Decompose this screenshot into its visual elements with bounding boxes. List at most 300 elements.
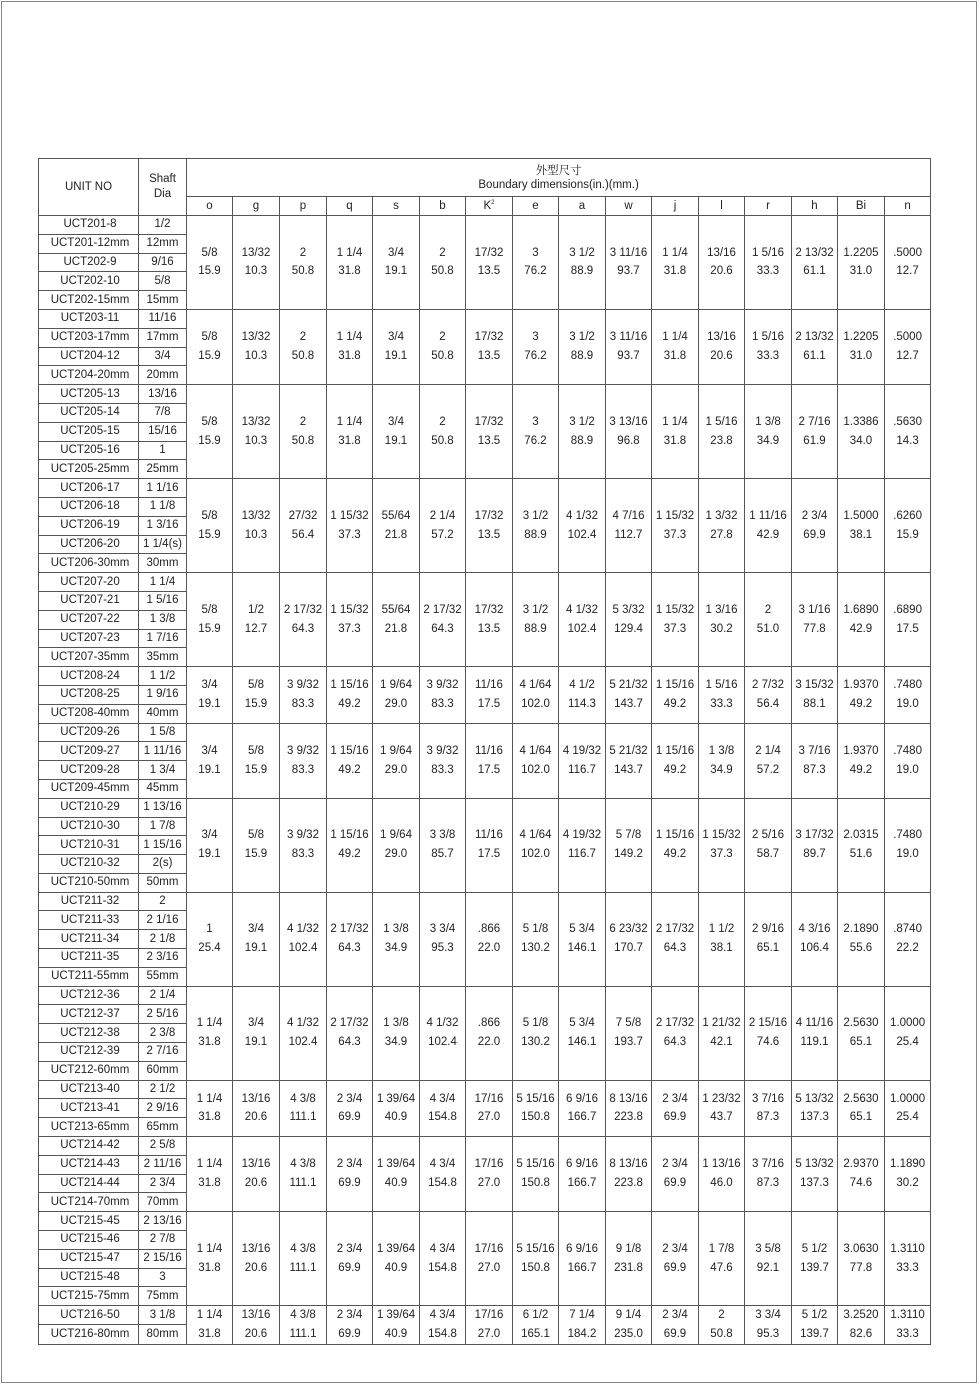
dimension-cell-g [233,385,280,479]
dimension-mm: 31.8 [663,350,687,363]
dimension-inch: 1 3/8 [383,1017,409,1030]
dimension-cell-k [466,798,513,892]
dimension-inch: 1 5/16 [705,415,738,428]
dimension-inch: 1 3/8 [383,923,409,936]
dimension-inch: 13/16 [707,331,736,344]
dimension-mm: 102.0 [521,697,550,710]
dimension-cell-q [327,1306,373,1344]
table-row [39,573,931,592]
dimension-inch: 1 15/16 [655,679,695,692]
table-row [39,385,931,404]
dimension-cell-s [373,798,420,892]
dimension-cell-e [513,892,559,986]
dimension-inch: 4 3/4 [429,1309,456,1322]
unit-no-cell: UCT214-42 [39,1137,139,1156]
dimension-inch: 1 39/64 [376,1243,416,1256]
dimension-mm: 21.8 [384,528,408,541]
dimension-cell-g [233,309,280,384]
dimension-mm: 31.8 [663,265,687,278]
dimension-cell-l [699,723,745,798]
dimension-mm: 27.8 [710,528,733,541]
dimension-inch: 1 3/16 [705,603,738,616]
dimension-inch: 17/16 [474,1243,504,1256]
dimension-inch: 4 19/32 [562,829,602,842]
shaft-dia-cell: 55mm [139,967,187,986]
dimension-cell-k [466,667,513,723]
dimension-cell-q [327,1137,373,1212]
dimension-cell-a [559,573,606,667]
dimension-cell-q [327,723,373,798]
dimension-inch: .5000 [893,246,922,259]
unit-no-cell: UCT213-65mm [39,1118,139,1137]
unit-no-cell: UCT211-55mm [39,967,139,986]
dimension-mm: 13.5 [477,265,501,278]
dimension-cell-e [513,986,559,1080]
dimension-inch: 1 11/16 [749,509,787,522]
shaft-dia-header [139,159,187,216]
column-header-j [652,197,699,216]
dimension-inch: 4 1/2 [569,679,595,692]
dimension-mm: 30.2 [710,622,733,635]
dimension-mm: 37.3 [338,622,361,635]
dimension-inch: 1 15/32 [330,509,369,522]
dimension-inch: 1 9/64 [380,679,412,692]
dimension-cell-bi [838,667,885,723]
dimension-inch: 2.1890 [843,923,879,936]
dimension-cell-a [559,309,606,384]
dimension-cell-o [187,1080,233,1136]
shaft-dia-cell: 1 3/16 [139,516,187,535]
unit-no-cell: UCT205-25mm [39,460,139,479]
dimension-cell-r [745,1080,792,1136]
shaft-header-line2: Dia [153,188,172,200]
shaft-dia-cell: 3 1/8 [139,1306,187,1325]
dimension-mm: 139.7 [800,1327,829,1340]
dimension-cell-k [466,573,513,667]
dimension-cell-bi [838,986,885,1080]
dimension-cell-b [420,385,466,479]
dimension-inch: 4 1/32 [566,509,598,522]
dimension-inch: 2 9/16 [752,923,784,936]
dimension-mm: 111.1 [289,1111,317,1124]
shaft-dia-cell: 70mm [139,1193,187,1212]
unit-no-cell: UCT214-44 [39,1174,139,1193]
dimension-cell-n [885,798,931,892]
dimension-cell-g [233,1080,280,1136]
dimension-inch: 17/32 [474,509,504,522]
dimension-mm: 154.8 [428,1261,457,1274]
column-header-p [280,197,327,216]
dimension-inch: 2 5/16 [752,829,784,842]
dimension-cell-w [606,892,652,986]
dimension-mm: 146.1 [567,1036,597,1049]
dimension-cell-n [885,1137,931,1212]
dimension-cell-r [745,573,792,667]
shaft-dia-cell: 40mm [139,704,187,723]
shaft-dia-cell: 2 3/8 [139,1024,187,1043]
dimension-inch: 2.9370 [843,1158,879,1171]
column-header-r [745,197,792,216]
dimension-cell-k [466,1306,513,1344]
dimension-cell-l [699,986,745,1080]
dimension-cell-g [233,667,280,723]
dimension-inch: 2 3/4 [801,509,828,522]
dimension-cell-s [373,1080,420,1136]
dimension-cell-p [280,479,327,573]
dimension-mm: 10.3 [244,434,268,447]
dimension-mm: 146.1 [567,942,597,955]
dimension-mm: 31.8 [198,1111,221,1124]
column-header-superscript: 2 [491,200,495,206]
dimension-mm: 50.8 [291,434,315,447]
dimension-inch: 5 1/2 [801,1309,828,1322]
dimension-mm: 19.1 [198,848,221,861]
table-row [39,309,931,328]
dimension-mm: 61.9 [803,434,826,447]
dimension-cell-j [652,1212,699,1306]
dimension-inch: 1 1/4 [196,1017,223,1030]
dimension-inch: 4 1/32 [287,1017,319,1030]
unit-no-cell: UCT208-25 [39,685,139,704]
dimension-inch: 17/32 [474,603,504,616]
dimension-cell-k [466,723,513,798]
dimension-inch: 1 1/4 [336,246,363,259]
unit-no-cell: UCT211-32 [39,892,139,911]
header-title-en: Boundary dimensions(in.)(mm.) [478,178,639,191]
dimension-inch: 1 15/32 [655,603,695,616]
dimension-cell-k [466,309,513,384]
table-row [39,986,931,1005]
dimension-mm: 31.0 [849,265,873,278]
dimension-cell-r [745,798,792,892]
dimension-inch: 1 15/16 [655,829,695,842]
dimension-inch: 9 1/4 [615,1309,642,1322]
dimension-inch: 13/32 [241,246,271,259]
dimension-cell-h [792,892,838,986]
dimension-mm: 130.2 [521,942,550,955]
dimension-mm: 49.2 [663,848,687,861]
unit-no-cell: UCT215-47 [39,1249,139,1268]
dimension-inch: 1.3110 [890,1309,925,1322]
dimension-mm: 88.9 [524,528,547,541]
dimension-inch: 1.9370 [843,679,879,692]
dimension-mm: 19.1 [244,1036,268,1049]
dimension-inch: 4 3/4 [429,1092,456,1105]
shaft-dia-cell: 2 11/16 [139,1155,187,1174]
dimension-inch: 1.2205 [843,331,879,344]
dimension-cell-l [699,479,745,573]
shaft-dia-cell: 2 3/4 [139,1174,187,1193]
dimension-cell-p [280,573,327,667]
dimension-cell-r [745,1137,792,1212]
dimension-inch: 1 1/4 [662,246,688,259]
dimension-mm: 64.3 [291,622,315,635]
dimension-inch: 3/4 [201,829,218,842]
dimension-cell-k [466,479,513,573]
dimension-inch: 17/32 [474,415,504,428]
dimension-cell-o [187,723,233,798]
shaft-dia-cell: 1 1/4 [139,573,187,592]
dimension-inch: 13/16 [241,1243,271,1256]
dimension-inch: 1.5000 [843,509,879,522]
dimension-mm: 34.0 [849,434,873,447]
dimension-inch: .6260 [893,509,922,522]
dimension-mm: 47.6 [710,1261,733,1274]
dimension-inch: 3 3/4 [429,923,456,936]
dimension-mm: 112.7 [614,528,643,541]
dimension-cell-k [466,1212,513,1306]
dimension-inch: 1 5/16 [705,679,738,692]
dimension-mm: 10.3 [244,528,268,541]
shaft-dia-cell: 1 7/16 [139,629,187,648]
dimension-inch: 3 7/16 [752,1092,784,1105]
dimension-mm: 29.0 [384,697,408,710]
dimension-inch: 27/32 [288,509,318,522]
dimension-cell-k [466,216,513,310]
dimension-inch: 4 1/32 [566,603,598,616]
dimension-cell-b [420,216,466,310]
dimension-inch: 13/32 [241,509,271,522]
dimension-mm: 49.2 [338,697,361,710]
dimension-mm: 166.7 [567,1111,597,1124]
dimension-cell-e [513,216,559,310]
unit-no-cell: UCT210-30 [39,817,139,836]
dimension-inch: 3 9/32 [426,744,459,757]
column-header-label: b [439,200,446,212]
unit-no-header: UNIT NO [39,159,139,216]
dimension-cell-p [280,1137,327,1212]
unit-no-cell: UCT207-21 [39,591,139,610]
dimension-mm: 37.3 [338,528,361,541]
dimension-inch: 3/4 [201,679,218,692]
dimension-cell-k [466,986,513,1080]
dimension-inch: 2 [299,246,307,259]
dimension-cell-q [327,986,373,1080]
dimension-mm: 170.7 [614,942,643,955]
dimension-cell-q [327,667,373,723]
dimension-inch: 6 9/16 [566,1243,598,1256]
dimension-mm: 20.6 [244,1111,268,1124]
dimension-cell-l [699,1080,745,1136]
column-header-label: j [673,200,677,212]
dimension-inch: 1 1/2 [708,923,735,936]
dimension-mm: 13.5 [477,622,501,635]
column-header-h [792,197,838,216]
dimension-mm: 64.3 [431,622,454,635]
dimension-cell-o [187,309,233,384]
dimension-mm: 111.1 [289,1327,317,1340]
dimension-inch: 1.1890 [889,1158,926,1171]
dimension-cell-b [420,1080,466,1136]
dimension-cell-q [327,479,373,573]
table-row [39,1137,931,1156]
dimension-cell-h [792,573,838,667]
dimension-cell-j [652,1137,699,1212]
dimension-inch: 2 [439,331,446,344]
dimension-cell-w [606,667,652,723]
dimension-cell-j [652,723,699,798]
column-header-k [466,197,513,216]
dimension-cell-g [233,723,280,798]
dimension-inch: 1 7/8 [708,1243,735,1256]
dimension-cell-j [652,385,699,479]
dimension-inch: 5 3/32 [612,603,645,616]
dimension-cell-l [699,309,745,384]
dimension-inch: 17/32 [474,246,504,259]
dimension-inch: 2 17/32 [655,1017,695,1030]
shaft-dia-cell: 1 [139,441,187,460]
dimension-cell-bi [838,798,885,892]
dimension-cell-q [327,573,373,667]
dimension-mm: 102.4 [288,1036,318,1049]
dimension-mm: 88.9 [570,265,594,278]
unit-no-cell: UCT209-27 [39,742,139,761]
dimension-cell-k [466,1137,513,1212]
dimension-mm: 15.9 [244,697,268,710]
dimension-mm: 116.7 [568,848,596,861]
unit-no-cell: UCT209-28 [39,761,139,780]
dimension-cell-j [652,1306,699,1344]
dimension-mm: 184.2 [567,1327,597,1340]
dimension-inch: 3 11/16 [609,331,648,344]
dimension-inch: 1 39/64 [376,1158,416,1171]
dimension-cell-s [373,479,420,573]
dimension-inch: 6 23/32 [609,923,648,936]
dimension-inch: 1 9/64 [380,829,412,842]
unit-no-cell: UCT214-70mm [39,1193,139,1212]
dimension-inch: 1.3386 [843,415,879,428]
dimension-inch: 5 21/32 [609,744,648,757]
dimension-inch: 4 11/16 [795,1017,834,1030]
dimension-inch: 5/8 [201,331,218,344]
dimension-cell-j [652,892,699,986]
dimension-mm: 22.2 [896,942,919,955]
dimension-mm: 69.9 [338,1177,361,1190]
dimension-cell-a [559,1212,606,1306]
unit-no-cell: UCT206-18 [39,497,139,516]
dimension-inch: 3 [532,331,539,344]
dimension-inch: 2 [299,331,307,344]
dimension-cell-j [652,573,699,667]
dimension-inch: 5 3/4 [569,1017,595,1030]
unit-no-cell: UCT211-34 [39,930,139,949]
dimension-cell-a [559,216,606,310]
dimension-mm: 61.1 [803,350,826,363]
dimension-cell-e [513,573,559,667]
unit-no-cell: UCT203-17mm [39,328,139,347]
dimension-inch: 2 1/4 [755,744,781,757]
dimension-cell-k [466,892,513,986]
unit-no-cell: UCT213-41 [39,1099,139,1118]
dimension-cell-a [559,1306,606,1344]
dimension-inch: 2 [439,246,446,259]
shaft-dia-cell: 13/16 [139,385,187,404]
dimension-inch: 6 9/16 [566,1092,598,1105]
dimension-mm: 42.9 [849,622,873,635]
unit-no-cell: UCT209-45mm [39,779,139,798]
dimension-inch: 3/4 [248,923,264,936]
dimension-mm: 31.8 [198,1177,221,1190]
column-header-label: s [393,200,399,212]
unit-no-cell: UCT205-15 [39,422,139,441]
shaft-dia-cell: 50mm [139,873,187,892]
dimension-inch: 11/16 [475,829,503,842]
dimension-mm: 42.1 [710,1036,733,1049]
dimension-inch: 1 39/64 [376,1092,416,1105]
dimension-cell-l [699,892,745,986]
dimension-cell-j [652,479,699,573]
shaft-dia-cell: 60mm [139,1061,187,1080]
dimension-cell-r [745,1306,792,1344]
dimension-mm: 137.3 [800,1111,829,1124]
dimension-cell-p [280,1306,327,1344]
dimension-cell-b [420,309,466,384]
dimension-mm: 102.4 [288,942,318,955]
dimension-mm: 19.1 [198,697,221,710]
dimension-mm: 139.7 [800,1261,829,1274]
dimension-mm: 19.1 [384,265,408,278]
dimension-mm: 30.2 [896,1177,919,1190]
dimension-mm: 34.9 [384,1036,408,1049]
dimension-mm: 102.0 [521,763,550,776]
boundary-dimensions-header [187,159,931,197]
dimension-mm: 19.1 [198,763,221,776]
shaft-dia-cell: 9/16 [139,253,187,272]
dimension-mm: 43.7 [710,1111,733,1124]
dimension-cell-e [513,1306,559,1344]
dimension-mm: 223.8 [614,1111,643,1124]
dimension-mm: 21.8 [384,622,408,635]
shaft-dia-cell: 25mm [139,460,187,479]
dimension-inch: 1 1/4 [336,331,363,344]
table-row [39,667,931,686]
dimension-inch: 3 15/32 [795,679,834,692]
dimension-cell-w [606,1212,652,1306]
unit-no-cell: UCT215-75mm [39,1287,139,1306]
dimension-cell-bi [838,1212,885,1306]
dimension-inch: .5000 [893,331,922,344]
dimension-cell-p [280,667,327,723]
dimension-mm: 87.3 [803,763,826,776]
dimension-mm: 102.0 [521,848,550,861]
dimension-mm: 49.2 [849,697,873,710]
unit-no-cell: UCT206-20 [39,535,139,554]
dimension-cell-g [233,892,280,986]
dimension-cell-bi [838,1080,885,1136]
dimension-inch: 2 3/4 [662,1309,688,1322]
dimension-cell-o [187,385,233,479]
dimension-cell-o [187,479,233,573]
dimension-inch: 1 15/32 [702,829,741,842]
unit-no-cell: UCT201-8 [39,216,139,235]
dimension-mm: 102.4 [428,1036,457,1049]
dimension-inch: 5 1/2 [801,1243,828,1256]
dimension-inch: 1 1/4 [196,1158,223,1171]
column-header-label: Bi [855,200,867,212]
dimension-cell-w [606,1080,652,1136]
dimension-cell-a [559,986,606,1080]
unit-no-cell: UCT202-9 [39,253,139,272]
dimension-inch: 2 1/4 [429,509,456,522]
dimension-cell-o [187,798,233,892]
dimension-mm: 231.8 [614,1261,643,1274]
shaft-dia-cell: 2 3/16 [139,949,187,968]
dimension-mm: 22.0 [477,1036,501,1049]
dimension-cell-r [745,723,792,798]
shaft-dia-cell: 1 3/8 [139,610,187,629]
dimension-mm: 51.6 [849,848,873,861]
dimension-mm: 29.0 [384,848,408,861]
